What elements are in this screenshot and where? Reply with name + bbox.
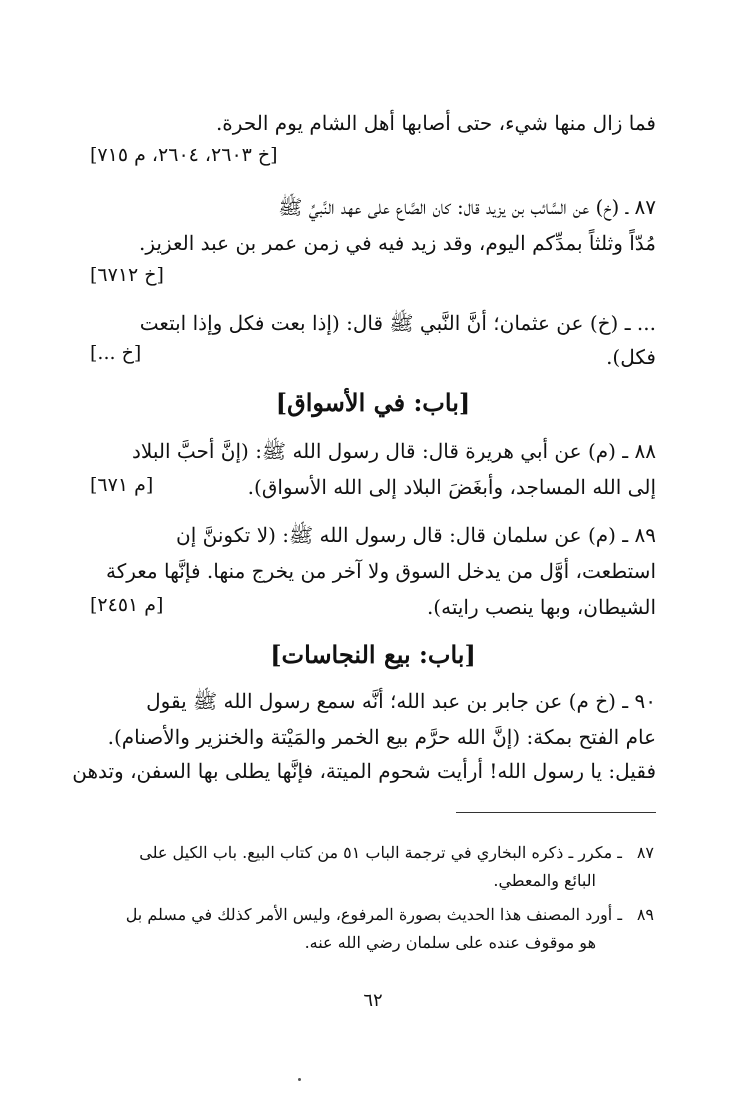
hadith-87-line-1: ٨٧ ـ (خ) عن السَّائب بن يزيد قال: كان الصَّاع على عهد النَّبيِّ ﷺ xyxy=(278,195,656,219)
reference-89: [م ٢٤٥١] xyxy=(90,594,164,616)
hadith-87-line-2: مُدّاً وثلثاً بمدِّكم اليوم، وقد زيد فيه في زمن عمر بن عبد العزيز. xyxy=(138,231,656,255)
footnote-89-line-1: ـ أورد المصنف هذا الحديث بصورة المرفوع، وليس الأمر كذلك في مسلم بل xyxy=(125,905,622,924)
reference-etc: [خ ...] xyxy=(90,342,142,364)
reference-86: [خ ٢٦٠٣، ٢٦٠٤، م ٧١٥] xyxy=(90,144,278,166)
hadith-90-line-1: ٩٠ ـ (خ م) عن جابر بن عبد الله؛ أنَّه سمع رسول الله ﷺ يقول xyxy=(146,689,656,713)
footnote-87-line-2: البائع والمعطي. xyxy=(493,871,596,890)
hadith-88-line-1: ٨٨ ـ (م) عن أبي هريرة قال: قال رسول الله ﷺ: (إنَّ أحبَّ البلاد xyxy=(131,439,656,463)
hadith-89-line-3: الشيطان، وبها ينصب رايته). xyxy=(426,595,656,619)
hadith-etc-line-1: ... ـ (خ) عن عثمان؛ أنَّ النَّبي ﷺ قال: (إذا بعت فكل وإذا ابتعت xyxy=(139,311,656,335)
reference-88: [م ٦٧١] xyxy=(90,474,154,496)
hadith-90-line-2: عام الفتح بمكة: (إنَّ الله حرَّم بيع الخمر والمَيْتة والخنزير والأصنام). xyxy=(107,725,656,749)
chapter-heading-impurities: [باب: بيع النجاسات] xyxy=(270,640,476,669)
page-speck xyxy=(298,1078,301,1081)
hadith-89-line-1: ٨٩ ـ (م) عن سلمان قال: قال رسول الله ﷺ: (لا تكوننَّ إن xyxy=(176,523,656,547)
page-number: ٦٢ xyxy=(363,990,383,1011)
hadith-etc-line-2: فكل). xyxy=(606,345,656,369)
hadith-88-line-2: إلى الله المساجد، وأبغَضَ البلاد إلى الله الأسواق). xyxy=(247,475,656,499)
hadith-89-line-2: استطعت، أوَّل من يدخل السوق ولا آخر من يخرج منها. فإنَّها معركة xyxy=(106,559,656,583)
chapter-heading-markets: [باب: في الأسواق] xyxy=(275,388,471,417)
footnote-89-number: ٨٩ xyxy=(636,905,654,924)
footnote-89-line-2: هو موقوف عنده على سلمان رضي الله عنه. xyxy=(304,933,596,952)
text-line: فما زال منها شيء، حتى أصابها أهل الشام يوم الحرة. xyxy=(215,111,656,135)
hadith-90-line-3: فقيل: يا رسول الله! أرأيت شحوم الميتة، فإنَّها يطلى بها السفن، وتدهن xyxy=(72,759,656,783)
footnote-87-number: ٨٧ xyxy=(636,843,654,862)
reference-87: [خ ٦٧١٢] xyxy=(90,264,164,286)
footnote-87-line-1: ـ مكرر ـ ذكره البخاري في ترجمة الباب ٥١ من كتاب البيع. باب الكيل على xyxy=(139,843,622,862)
footnote-divider xyxy=(456,812,656,813)
